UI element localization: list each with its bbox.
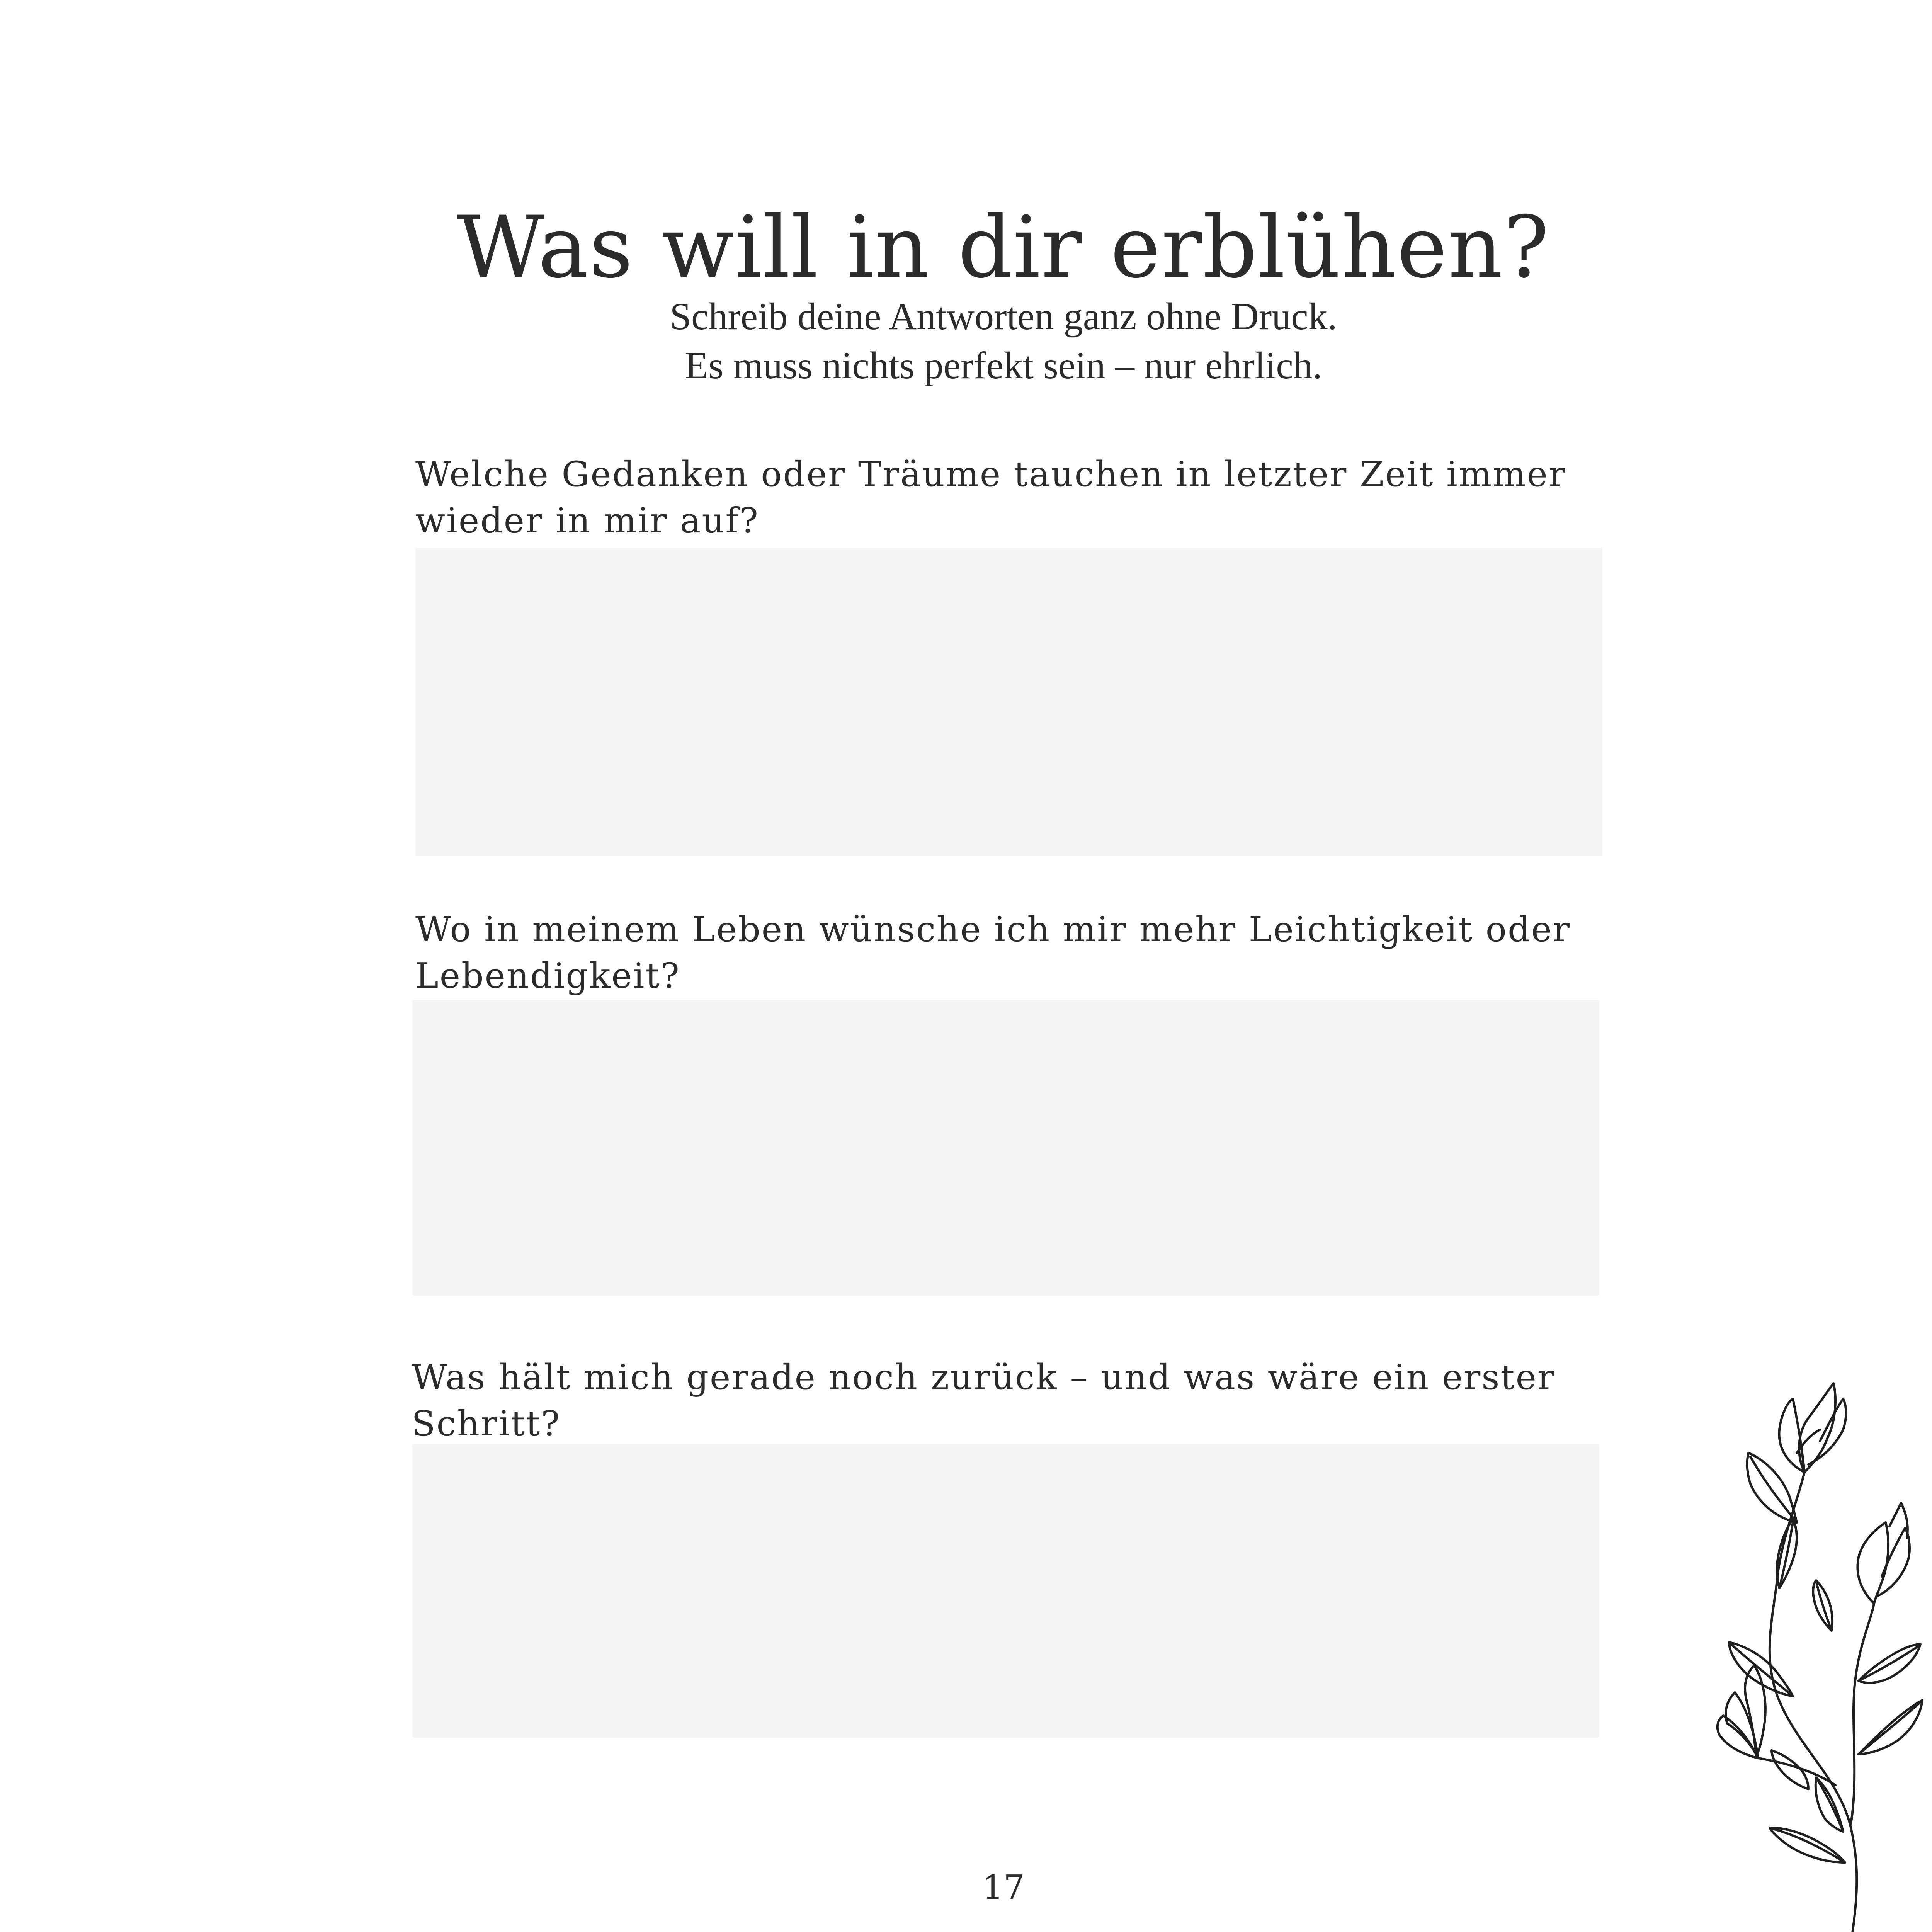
answer-1-field[interactable]	[415, 548, 1602, 856]
question-1-label: Welche Gedanken oder Träume tauchen in letzter Zeit immer wieder in mir auf?	[415, 454, 1566, 541]
question-2-label: Wo in meinem Leben wünsche ich mir mehr Leichtigkeit oder Lebendigkeit?	[415, 909, 1571, 996]
flower-branch-icon	[1681, 1376, 1932, 1932]
page-number: 17	[982, 1868, 1025, 1907]
page-title: Was will in dir erblühen?	[457, 198, 1550, 297]
question-3-label: Was hält mich gerade noch zurück – und was wäre ein erster Schritt?	[412, 1357, 1555, 1444]
answer-2-field[interactable]	[412, 1000, 1599, 1296]
answer-3-field[interactable]	[412, 1444, 1599, 1738]
page-subtitle-line-2: Es muss nichts perfekt sein – nur ehrlich.	[685, 344, 1322, 387]
page-subtitle-line-1: Schreib deine Antworten ganz ohne Druck.	[670, 295, 1337, 338]
